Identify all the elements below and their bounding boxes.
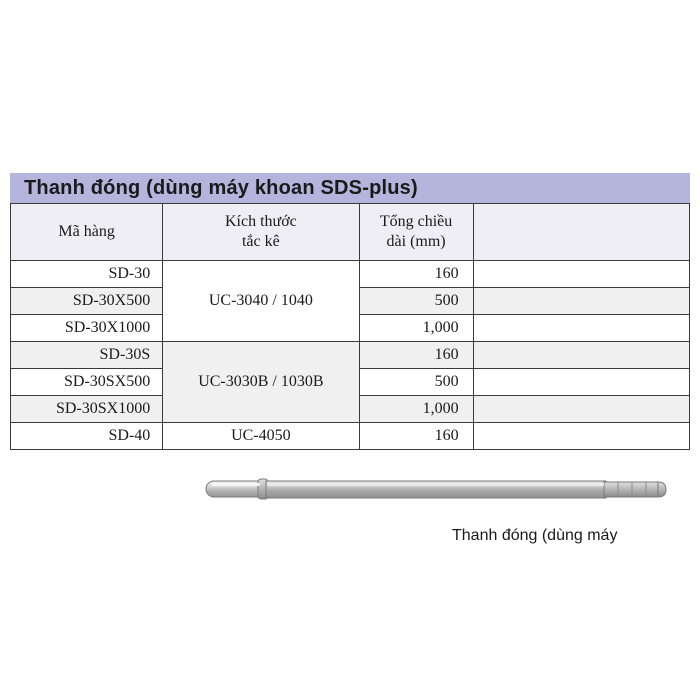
- column-header-size: [163, 204, 359, 261]
- column-header-code: [11, 204, 163, 261]
- cell-note: [473, 315, 689, 342]
- cell-length: 160: [359, 261, 473, 288]
- figure-caption: Thanh đóng (dùng máy: [452, 527, 618, 544]
- table-header-row: [11, 204, 690, 261]
- cell-size: UC-3030B / 1030B: [163, 342, 359, 423]
- column-header-length-line1: Tổng chiều: [379, 213, 453, 230]
- cell-code: SD-30S: [11, 342, 163, 369]
- column-header-size-line2: tắc kê: [241, 233, 280, 250]
- table-row: [11, 261, 690, 288]
- product-illustration: [200, 470, 680, 510]
- table-header: [11, 204, 690, 261]
- page-title: Thanh đóng (dùng máy khoan SDS-plus): [24, 176, 418, 199]
- column-header-size-line1: Kích thước: [224, 213, 297, 230]
- column-header-length: [359, 204, 473, 261]
- column-header-length-line2: dài (mm): [386, 233, 446, 250]
- cell-code: SD-30X500: [11, 288, 163, 315]
- setting-tool-rod-icon: [200, 470, 680, 510]
- cell-length: 160: [359, 423, 473, 450]
- cell-note: [473, 369, 689, 396]
- section-title-bar: [10, 173, 690, 203]
- column-header-blank: [473, 204, 689, 261]
- table-body: [11, 261, 690, 450]
- cell-note: [473, 288, 689, 315]
- cell-code: SD-30X1000: [11, 315, 163, 342]
- cell-length: 1,000: [359, 396, 473, 423]
- table-row: [11, 342, 690, 369]
- cell-code: SD-40: [11, 423, 163, 450]
- cell-note: [473, 342, 689, 369]
- cell-code: SD-30SX1000: [11, 396, 163, 423]
- cell-length: 500: [359, 288, 473, 315]
- cell-code: SD-30SX500: [11, 369, 163, 396]
- spec-table: [10, 203, 690, 450]
- cell-note: [473, 423, 689, 450]
- column-header-code-line1: Mã hàng: [58, 223, 115, 240]
- cell-note: [473, 396, 689, 423]
- cell-code: SD-30: [11, 261, 163, 288]
- cell-length: 1,000: [359, 315, 473, 342]
- cell-note: [473, 261, 689, 288]
- cell-size: UC-3040 / 1040: [163, 261, 359, 342]
- cell-size: UC-4050: [163, 423, 359, 450]
- table-row: [11, 423, 690, 450]
- cell-length: 160: [359, 342, 473, 369]
- cell-length: 500: [359, 369, 473, 396]
